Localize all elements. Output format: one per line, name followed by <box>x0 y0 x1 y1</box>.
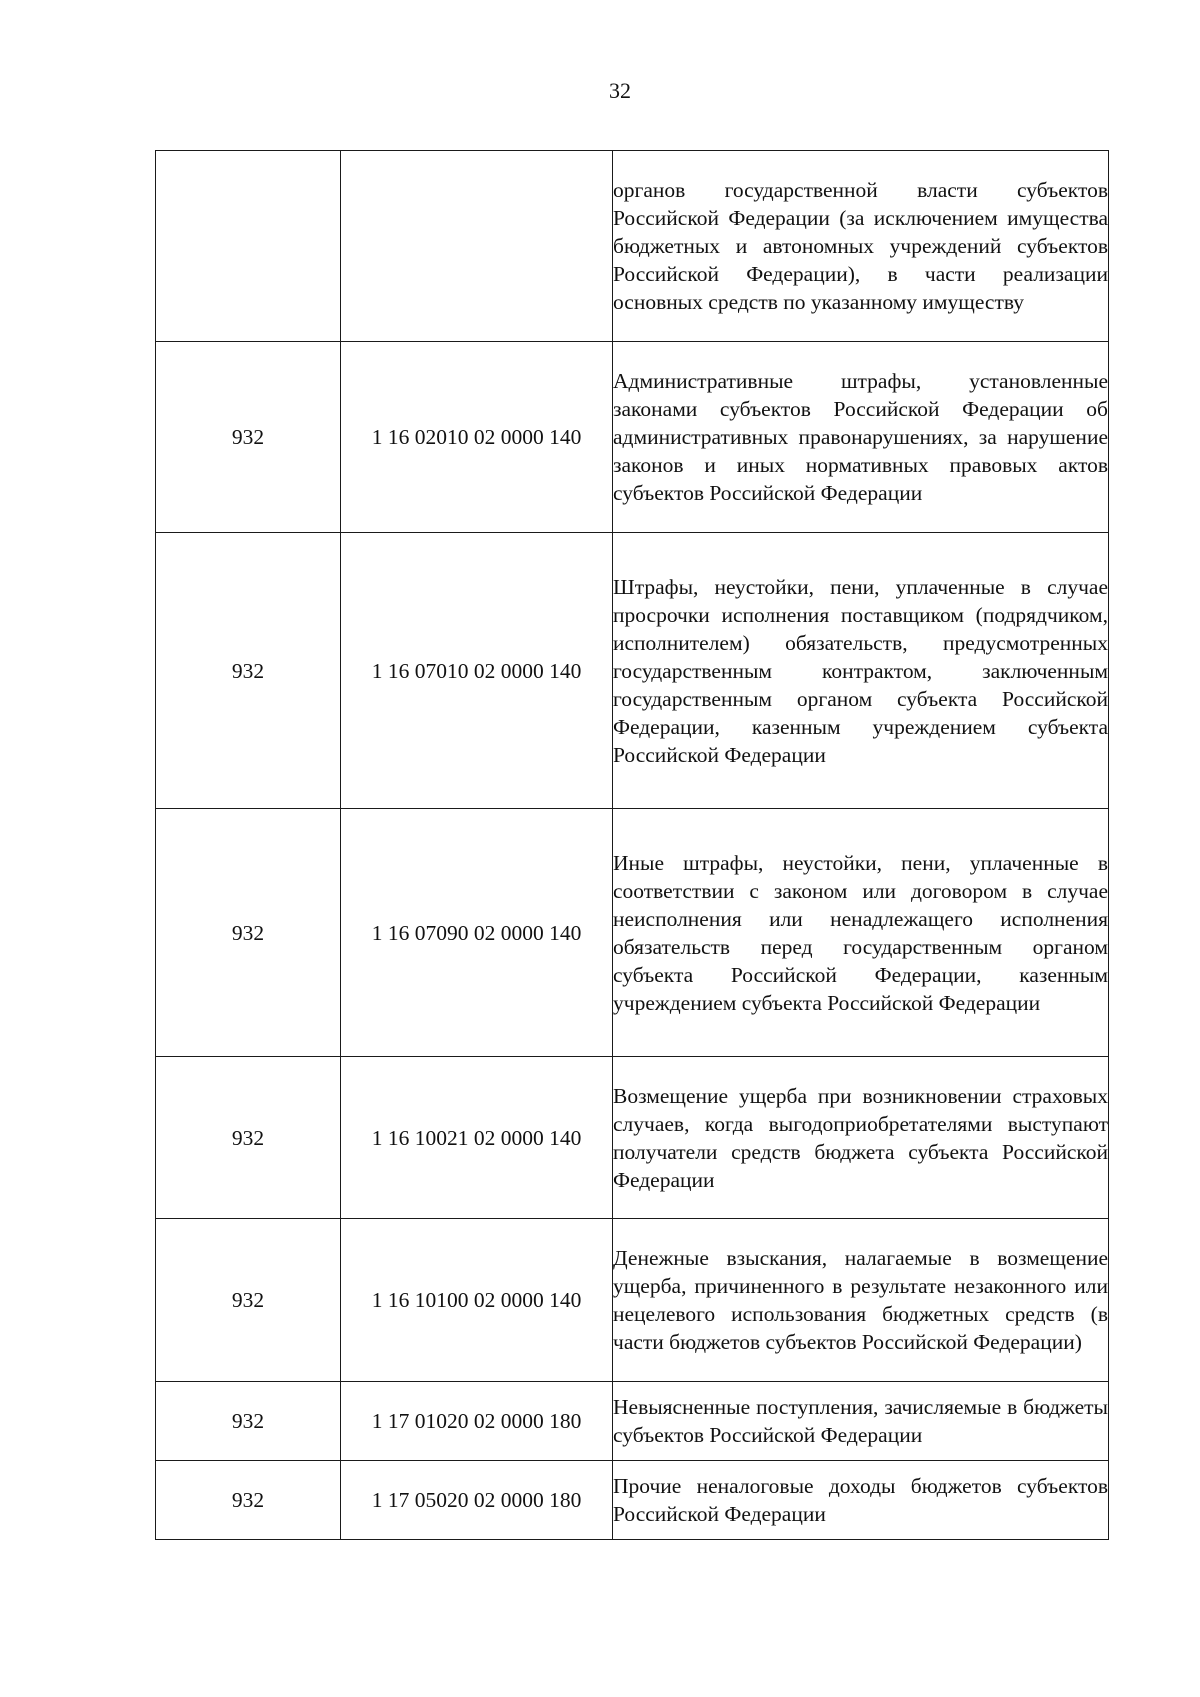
table-row <box>156 533 1109 809</box>
admin-code-cell: 932 <box>156 1057 341 1219</box>
budget-code-cell: 1 16 10100 02 0000 140 <box>341 1219 613 1382</box>
table-row <box>156 1382 1109 1461</box>
admin-code-cell: 932 <box>156 1382 341 1461</box>
budget-code-cell: 1 17 05020 02 0000 180 <box>341 1461 613 1540</box>
description-cell: Штрафы, неустойки, пени, уплаченные в случае просрочки исполнения поставщиком (подрядчиком, исполнителем) обязательств, предусмотренных государственным контрактом, заключенным государственным органом субъекта Российской Федерации, казенным учреждением субъекта Российской Федерации <box>613 533 1109 809</box>
description-cell: Прочие неналоговые доходы бюджетов субъектов Российской Федерации <box>613 1461 1109 1540</box>
description-cell: Административные штрафы, установленные законами субъектов Российской Федерации об административных правонарушениях, за нарушение законов и иных нормативных правовых актов субъектов Российской Федерации <box>613 342 1109 533</box>
admin-code-cell: 932 <box>156 809 341 1057</box>
admin-code-cell: 932 <box>156 342 341 533</box>
table-row <box>156 1461 1109 1540</box>
page-number: 32 <box>609 78 631 103</box>
budget-code-cell: 1 16 07090 02 0000 140 <box>341 809 613 1057</box>
table-row <box>156 809 1109 1057</box>
description-cell: Иные штрафы, неустойки, пени, уплаченные в соответствии с законом или договором в случае неисполнения или ненадлежащего исполнения обязательств перед государственным органом субъекта Российской Федерации, казенным учреждением субъекта Российской Федерации <box>613 809 1109 1057</box>
admin-code-cell: 932 <box>156 533 341 809</box>
description-cell: Денежные взыскания, налагаемые в возмещение ущерба, причиненного в результате незаконного или нецелевого использования бюджетных средств (в части бюджетов субъектов Российской Федерации) <box>613 1219 1109 1382</box>
description-cell: Невыясненные поступления, зачисляемые в бюджеты субъектов Российской Федерации <box>613 1382 1109 1461</box>
admin-code-cell: 932 <box>156 1461 341 1540</box>
budget-code-cell: 1 16 10021 02 0000 140 <box>341 1057 613 1219</box>
budget-code-cell: 1 16 02010 02 0000 140 <box>341 342 613 533</box>
table-row <box>156 342 1109 533</box>
budget-code-cell: 1 16 07010 02 0000 140 <box>341 533 613 809</box>
admin-code-cell <box>156 151 341 342</box>
budget-code-cell <box>341 151 613 342</box>
description-cell: Возмещение ущерба при возникновении страховых случаев, когда выгодоприобретателями выступают получатели средств бюджета субъекта Российской Федерации <box>613 1057 1109 1219</box>
budget-code-cell: 1 17 01020 02 0000 180 <box>341 1382 613 1461</box>
table-row <box>156 1057 1109 1219</box>
table-row <box>156 151 1109 342</box>
budget-revenue-table <box>155 150 1109 1540</box>
description-cell: органов государственной власти субъектов Российской Федерации (за исключением имущества бюджетных и автономных учреждений субъектов Российской Федерации), в части реализации основных средств по указанному имуществу <box>613 151 1109 342</box>
table-row <box>156 1219 1109 1382</box>
admin-code-cell: 932 <box>156 1219 341 1382</box>
